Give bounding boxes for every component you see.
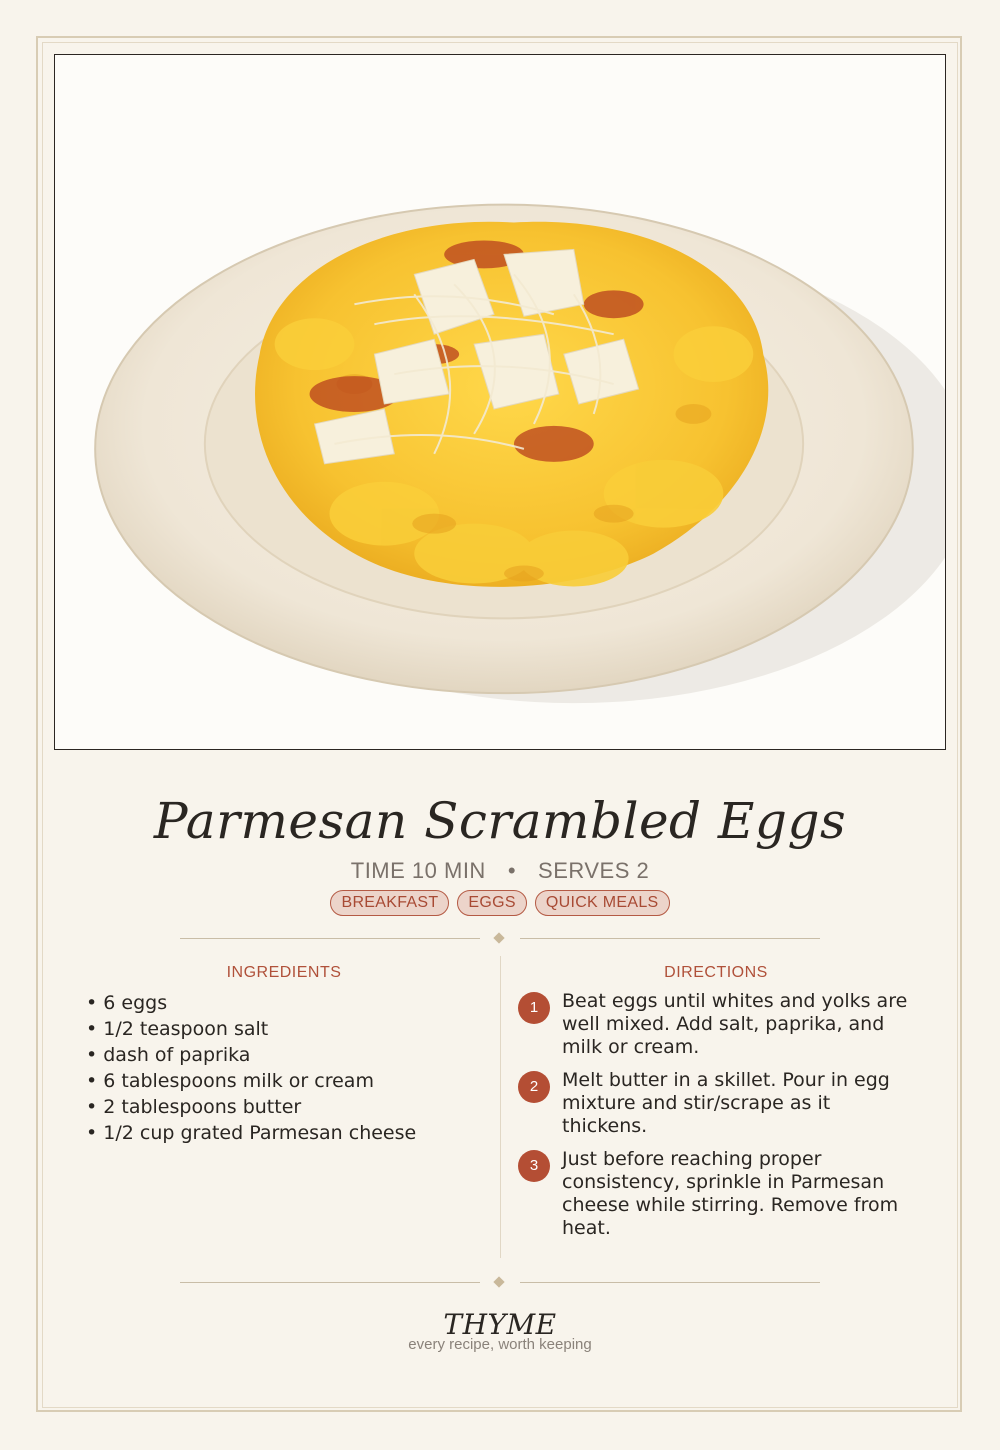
step-number-badge: 3 xyxy=(518,1150,550,1182)
servings: SERVES 2 xyxy=(538,858,650,883)
column-divider xyxy=(500,956,501,1258)
ingredient-item: • 2 tablespoons butter xyxy=(86,1094,486,1120)
step-text: Just before reaching proper consistency, sprinkle in Parmesan cheese while stirring. Remove from heat. xyxy=(562,1148,899,1239)
section-divider-top xyxy=(180,932,820,946)
recipe-title: Parmesan Scrambled Eggs xyxy=(153,792,847,850)
diamond-ornament-icon xyxy=(493,1276,504,1287)
cook-time: TIME 10 MIN xyxy=(350,858,486,883)
section-divider-bottom xyxy=(180,1276,820,1290)
diamond-ornament-icon xyxy=(493,932,504,943)
directions-heading: DIRECTIONS xyxy=(664,964,768,981)
ingredient-item: • 6 eggs xyxy=(86,990,486,1016)
step-number-badge: 2 xyxy=(518,1071,550,1103)
step-number-badge: 1 xyxy=(518,992,550,1024)
meta-separator: • xyxy=(507,858,517,883)
step-text: Beat eggs until whites and yolks are well mixed. Add salt, paprika, and milk or cream. xyxy=(562,990,908,1058)
tag-quick-meals[interactable]: QUICK MEALS xyxy=(535,890,670,916)
step-text: Melt butter in a skillet. Pour in egg mixture and stir/scrape as it thickens. xyxy=(562,1069,890,1137)
brand-logo-text: THYME xyxy=(443,1308,557,1341)
ingredient-item: • 1/2 teaspoon salt xyxy=(86,1016,486,1042)
tag-breakfast[interactable]: BREAKFAST xyxy=(330,890,449,916)
recipe-meta xyxy=(0,856,1000,886)
direction-step xyxy=(518,1148,918,1240)
ingredient-item: • dash of paprika xyxy=(86,1042,486,1068)
ingredient-item: • 1/2 cup grated Parmesan cheese xyxy=(86,1120,486,1146)
scrambled-eggs-illustration xyxy=(55,55,945,749)
tag-eggs[interactable]: EGGS xyxy=(457,890,526,916)
recipe-photo xyxy=(54,54,946,750)
directions-list xyxy=(518,990,918,1250)
direction-step xyxy=(518,1069,918,1138)
brand-tagline: every recipe, worth keeping xyxy=(408,1336,592,1353)
ingredient-item: • 6 tablespoons milk or cream xyxy=(86,1068,486,1094)
ingredients-heading: INGREDIENTS xyxy=(226,964,342,981)
tag-list xyxy=(0,890,1000,916)
direction-step xyxy=(518,990,918,1059)
ingredients-list xyxy=(86,990,486,1146)
